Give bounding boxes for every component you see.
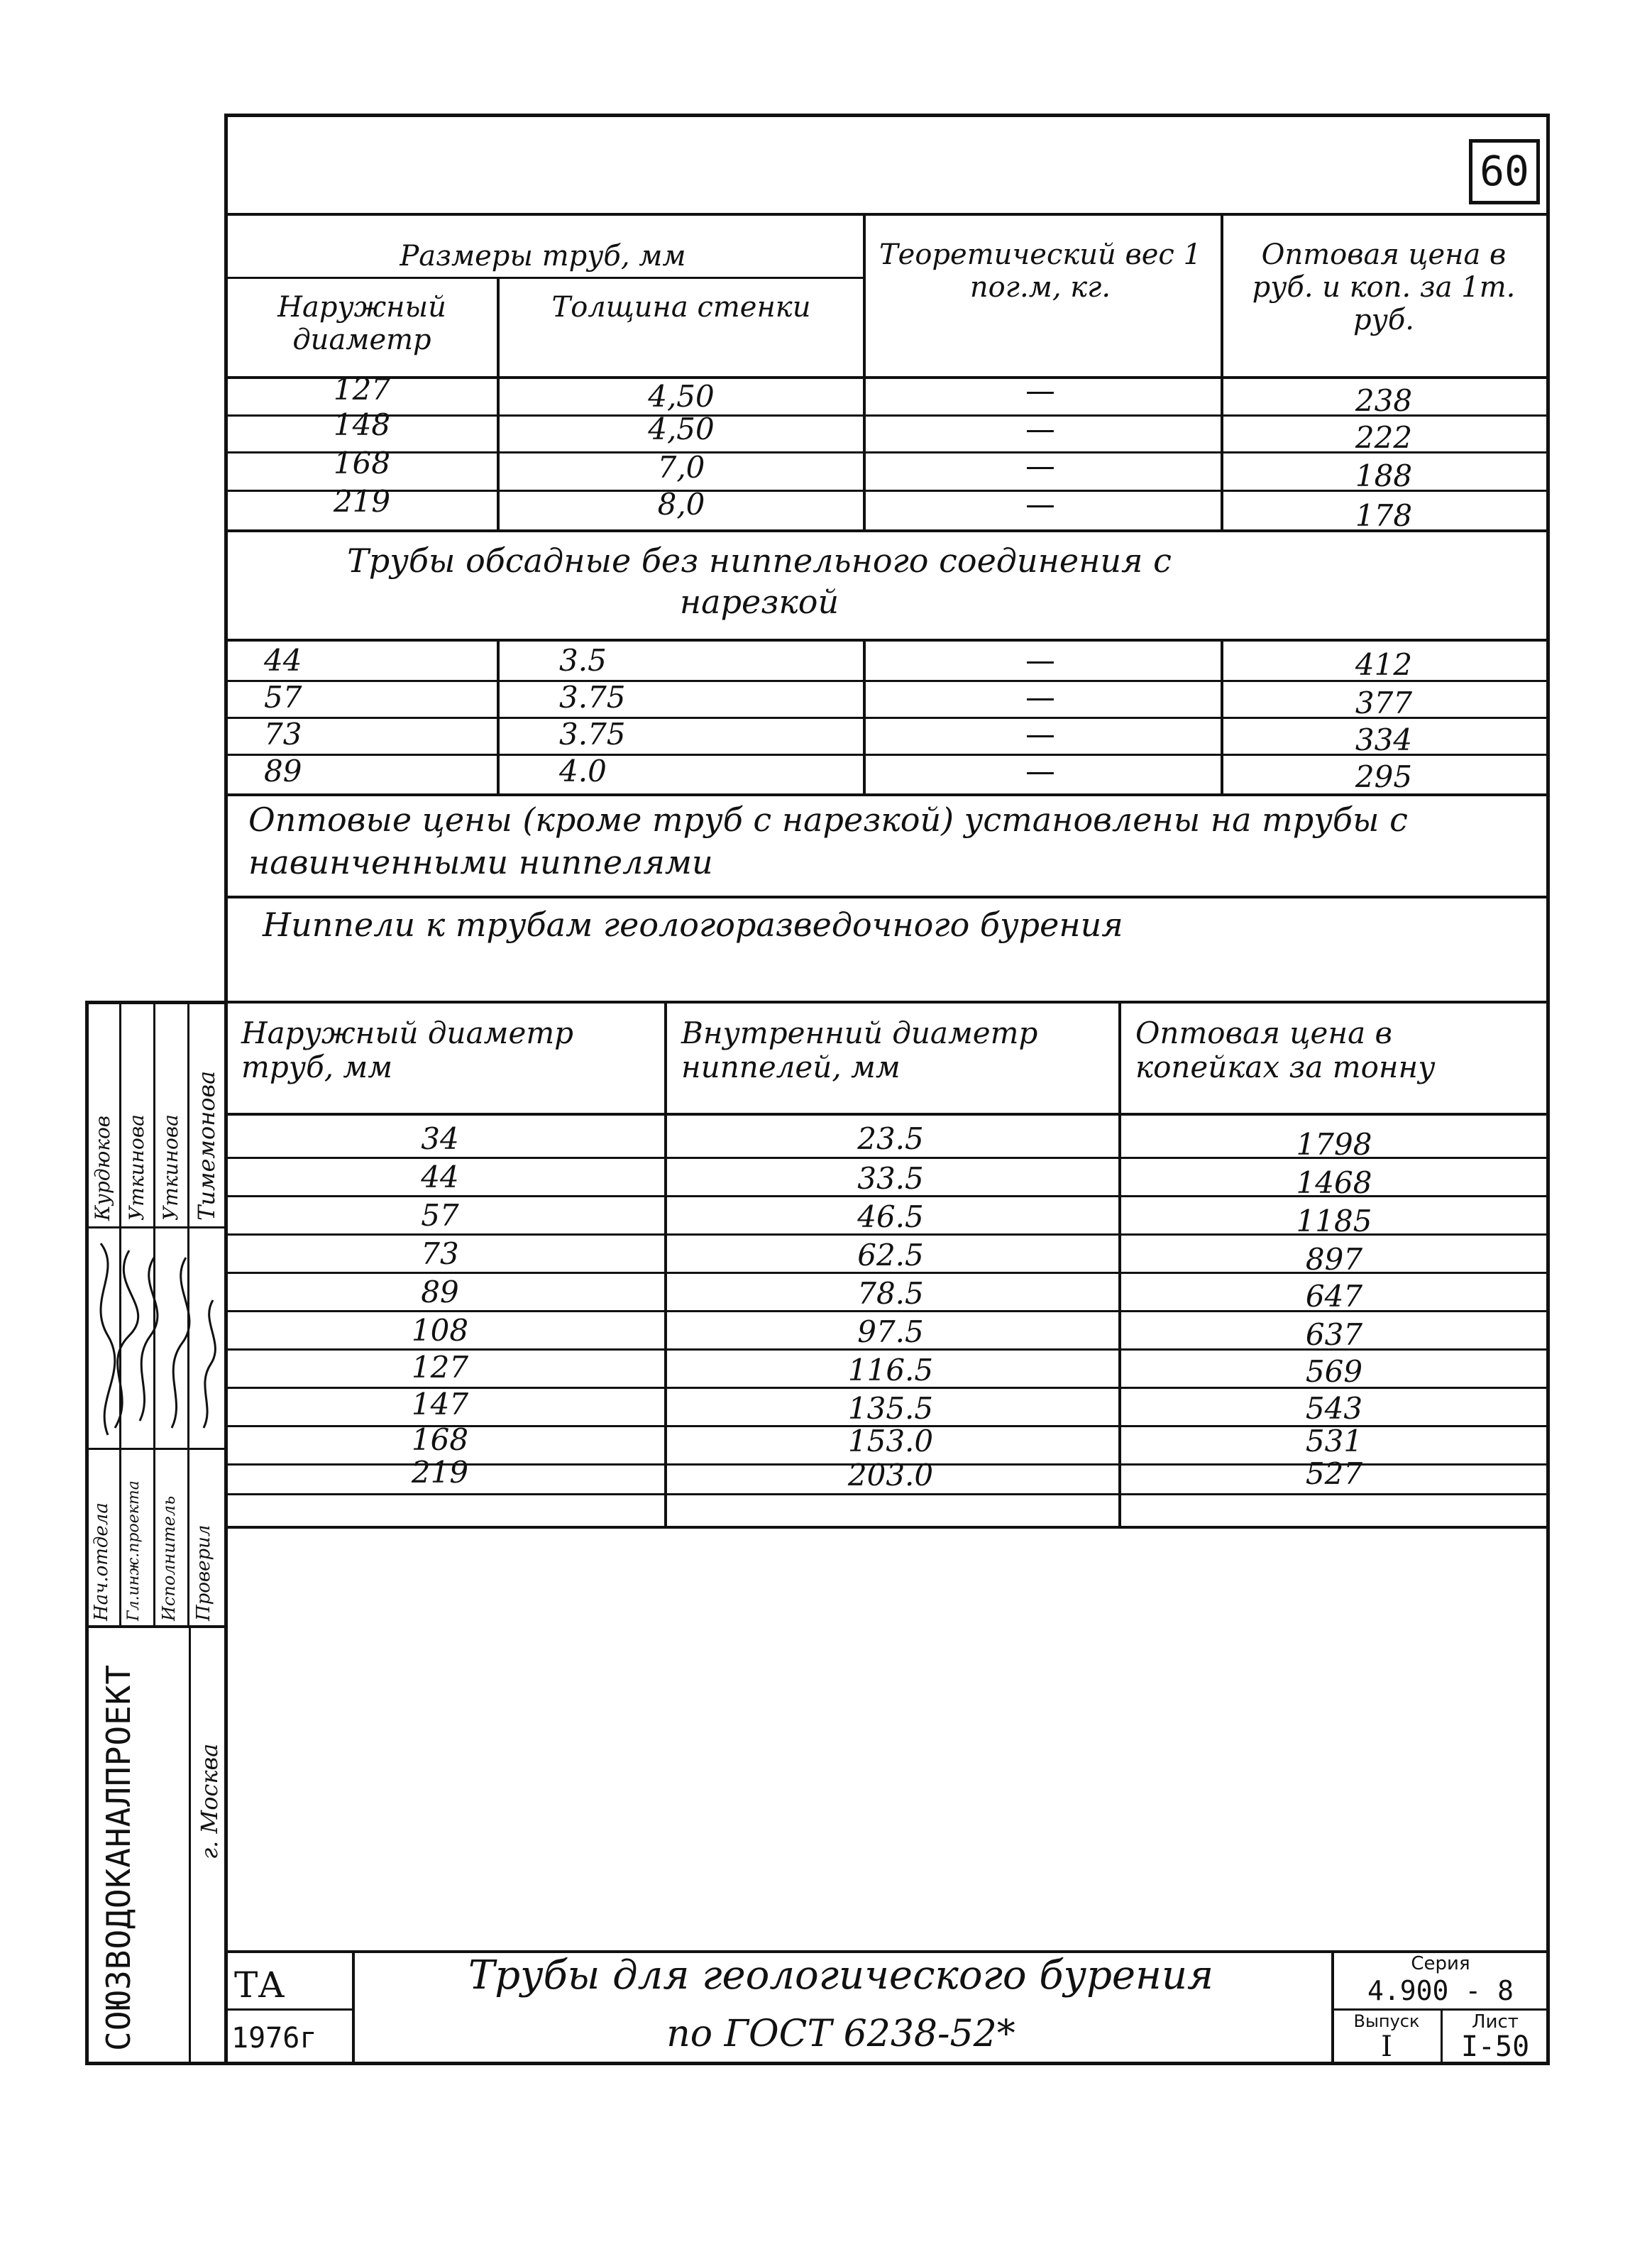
table1-price: 178 [1355,498,1413,533]
table2-outer-diameter: 57 [264,680,302,715]
stamp-organization: СОЮЗВОДОКАНАЛПРОЕКТ [99,1664,138,2051]
table1-col-outer: Наружный диаметр [277,291,446,356]
table1-weight: — [1025,449,1055,483]
sheet-value: I-50 [1460,2030,1530,2063]
table3-col-price: Оптовая цена в копейках за тонну [1135,1016,1436,1085]
table3-price: 527 [1305,1456,1363,1491]
sheet-label: Лист [1472,2011,1519,2033]
table1-col-weight: Теоретический вес 1 пог.м, кг. [879,238,1201,304]
stamp-city: г. Москва [196,1743,223,1859]
table2-outer-diameter: 89 [264,754,302,788]
table3-outer-diameter: 89 [421,1275,459,1309]
table3-price: 1185 [1296,1204,1372,1238]
table2-price: 377 [1355,686,1413,720]
table3-inner-diameter: 46.5 [857,1199,924,1234]
series-value: 4.900 - 8 [1367,1975,1514,2006]
table3-inner-diameter: 33.5 [857,1161,924,1196]
table3-col1-divider [664,1001,667,1526]
table3-header-bottom [224,1113,1550,1116]
table3-price: 531 [1305,1424,1363,1458]
side-stamp-divider [189,1625,191,2065]
table3-col-inner: Внутренний диаметр ниппелей, мм [681,1016,1038,1085]
table1-price: 188 [1355,458,1413,493]
table2-wall-thickness: 4.0 [559,754,607,788]
table3-outer-diameter: 168 [411,1422,469,1457]
table3-inner-diameter: 23.5 [857,1121,924,1156]
table1-col3-divider [1221,213,1223,529]
table1-outer-diameter: 219 [333,484,391,519]
table1-col2-divider [863,213,866,529]
table1-wall-thickness: 4,50 [648,379,715,414]
table2-col2-divider [863,639,866,793]
table3-inner-diameter: 62.5 [857,1238,924,1272]
table3-outer-diameter: 108 [411,1313,469,1348]
table3-top-line [224,1001,1550,1004]
table1-header-group: Размеры труб, мм [400,240,686,273]
stamp-role: Нач.отдела [91,1502,112,1621]
signatures [87,1229,226,1445]
table2-weight: — [1025,717,1055,752]
table2-wall-thickness: 3.5 [559,643,607,678]
table2-price: 295 [1355,759,1413,794]
stamp-role: Исполнитель [159,1495,179,1621]
table1-wall-thickness: 8,0 [657,487,705,522]
document-title: Трубы для геологического бурения [468,1952,1214,1999]
table2-weight: — [1025,643,1055,678]
table1-weight: — [1025,373,1055,408]
table1-subheader-line [224,277,863,279]
issue-value: I [1381,2030,1392,2063]
table2-outer-diameter: 73 [264,717,302,752]
table3-price: 1798 [1296,1127,1372,1162]
table2-wall-thickness: 3.75 [559,680,626,715]
table3-outer-diameter: 127 [411,1350,469,1385]
title-ta: ТА [234,1964,285,2006]
section3-title: Ниппели к трубам геологоразведочного бурения [263,906,1123,944]
table3-price: 1468 [1296,1165,1372,1200]
series-label: Серия [1411,1953,1470,1974]
table3-inner-diameter: 97.5 [857,1314,924,1349]
side-stamp-divider [85,1226,227,1228]
table3-outer-diameter: 73 [421,1236,459,1271]
table1-outer-diameter: 127 [333,372,391,407]
note-bottom-line [224,896,1550,898]
table2-row-line [224,680,1550,682]
section2-title: Трубы обсадные без ниппельного соединения с нарезкой [347,541,1172,621]
stamp-role: Проверил [193,1524,214,1621]
table2-price: 334 [1355,722,1413,757]
table3-price: 647 [1305,1279,1363,1314]
stamp-name: Уткинова [159,1114,182,1221]
table2-bottom-line [224,793,1550,796]
table2-top-line [224,639,1550,642]
table1-wall-thickness: 7,0 [657,450,705,485]
table3-col-outer: Наружный диаметр труб, мм [241,1016,574,1085]
table3-outer-diameter: 34 [421,1121,459,1156]
table3-outer-diameter: 57 [421,1198,459,1233]
table1-col-price: Оптовая цена в руб. и коп. за 1т. руб. [1252,238,1516,336]
table3-outer-diameter: 44 [421,1160,459,1194]
table3-inner-diameter: 116.5 [847,1353,934,1387]
table2-outer-diameter: 44 [264,643,302,678]
table3-price: 637 [1305,1317,1363,1352]
table3-outer-diameter: 219 [411,1455,469,1490]
table3-inner-diameter: 78.5 [857,1276,924,1311]
table2-weight: — [1025,680,1055,715]
table1-outer-diameter: 148 [333,407,391,442]
side-stamp-divider [85,1448,227,1450]
price-note: Оптовые цены (кроме труб с нарезкой) установлены на трубы с навинченными ниппелями [248,801,1408,881]
table3-col2-divider [1118,1001,1121,1526]
table1-top-line [224,213,1550,216]
stamp-name: Тимемонова [193,1070,220,1221]
table1-weight: — [1025,487,1055,522]
table2-col3-divider [1221,639,1223,793]
table3-inner-diameter: 203.0 [847,1458,934,1492]
table3-outer-diameter: 147 [411,1387,469,1422]
table1-price: 238 [1355,383,1413,418]
table1-weight: — [1025,412,1055,446]
table3-price: 897 [1305,1242,1363,1277]
table3-bottom-line [224,1526,1550,1529]
table3-inner-diameter: 135.5 [847,1391,934,1426]
table1-wall-thickness: 4,50 [648,412,715,446]
table2-wall-thickness: 3.75 [559,717,626,752]
table3-price: 569 [1305,1354,1363,1389]
title-year: 1976г [231,2022,317,2055]
table1-outer-diameter: 168 [333,446,391,480]
stamp-name: Уткинова [125,1114,148,1221]
side-stamp-divider [85,1625,227,1628]
table2-col1-divider [497,639,500,793]
sheet-number: 60 [1480,147,1529,195]
title-block-divider [224,2008,352,2011]
stamp-name: Курдюков [91,1115,114,1221]
table1-price: 222 [1355,420,1413,455]
document-subtitle: по ГОСТ 6238-52* [666,2013,1015,2055]
table2-weight: — [1025,754,1055,788]
table3-price: 543 [1305,1391,1363,1426]
table2-price: 412 [1355,647,1413,682]
table3-inner-diameter: 153.0 [847,1424,934,1458]
table1-col-wall: Толщина стенки [551,291,811,324]
issue-label: Выпуск [1353,2011,1420,2031]
table3-row-line [224,1493,1550,1495]
stamp-role: Гл.инж.проекта [125,1480,143,1621]
